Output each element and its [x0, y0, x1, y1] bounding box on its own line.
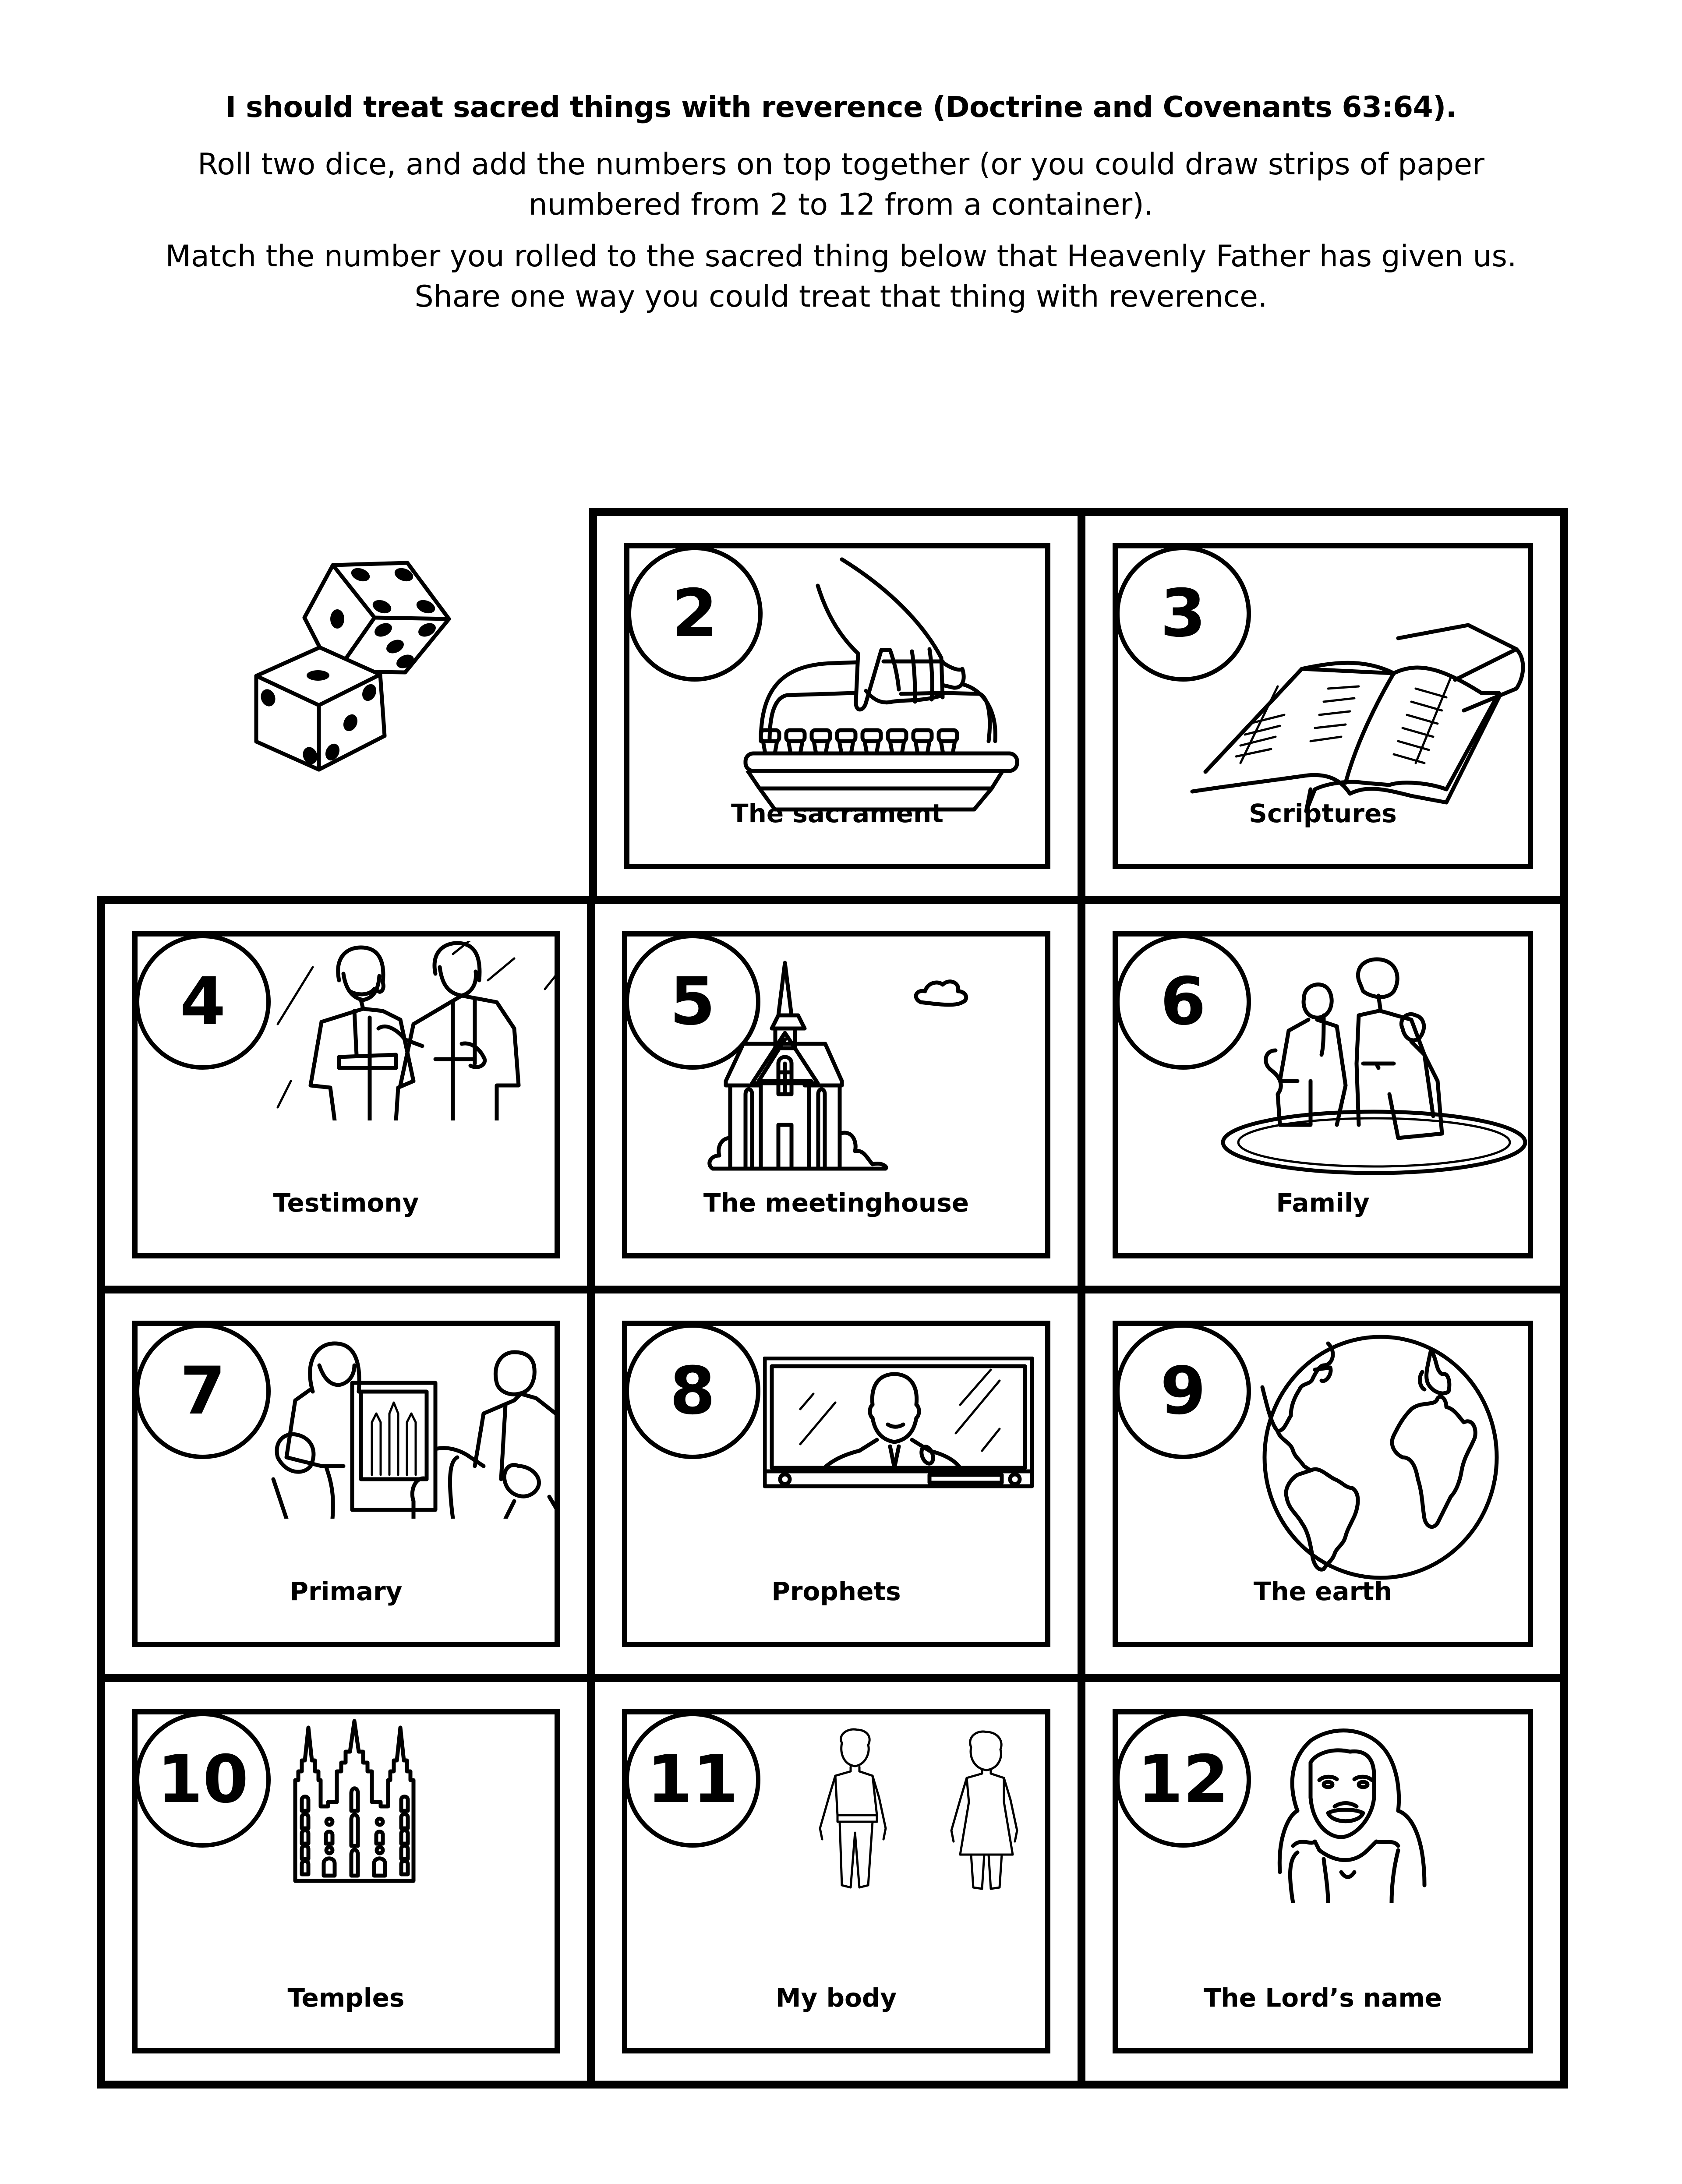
grid-cell-3 [1078, 508, 1568, 904]
card-earth[interactable] [1113, 1321, 1533, 1647]
prophet-on-tv-icon [763, 1357, 1039, 1497]
instruction-line: Match the number you rolled to the sacred thing below that Heavenly Father has given us. [165, 239, 1517, 274]
card-label: The earth [1253, 1576, 1392, 1606]
instruction-match [0, 237, 1682, 317]
number-badge: 4 [135, 934, 271, 1070]
globe-icon [1249, 1330, 1512, 1584]
card-lords-name[interactable] [1113, 1709, 1533, 2053]
card-label: Testimony [273, 1188, 419, 1218]
primary-class-icon [269, 1335, 560, 1519]
grid-cell-5 [587, 896, 1085, 1293]
card-label: The sacrament [731, 799, 943, 828]
grid-cell-9 [1078, 1286, 1568, 1682]
number-badge: 10 [135, 1712, 271, 1848]
grid-cell-4 [97, 896, 595, 1293]
grid-cell-2 [589, 508, 1085, 904]
card-my-body[interactable] [622, 1709, 1050, 2053]
two-dice-icon [232, 541, 469, 821]
number-badge: 8 [625, 1323, 760, 1459]
card-label: The Lord’s name [1203, 1983, 1442, 2013]
card-testimony[interactable] [132, 931, 560, 1258]
jesus-portrait-icon [1223, 1728, 1512, 1903]
family-praying-icon [1205, 950, 1533, 1177]
front-die [256, 647, 385, 770]
number-badge: 2 [627, 546, 763, 682]
grid-cell-8 [587, 1286, 1085, 1682]
instruction-line: Roll two dice, and add the numbers on top together (or you could draw strips of paper [198, 147, 1484, 182]
grid-cell-6 [1078, 896, 1568, 1293]
card-scriptures[interactable] [1113, 543, 1533, 869]
card-sacrament[interactable] [624, 543, 1050, 869]
card-label: Family [1276, 1188, 1370, 1218]
card-family[interactable] [1113, 931, 1533, 1258]
number-badge: 7 [135, 1323, 271, 1459]
heavenly-father-and-jesus-icon [269, 941, 560, 1120]
grid-cell-11 [587, 1674, 1085, 2089]
grid-cell-7 [97, 1286, 595, 1682]
card-label: Primary [290, 1576, 403, 1606]
grid-cell-12 [1078, 1674, 1568, 2089]
boy-and-girl-icon [802, 1728, 1048, 1903]
number-badge: 5 [625, 934, 760, 1070]
card-meetinghouse[interactable] [622, 931, 1050, 1258]
card-temples[interactable] [132, 1709, 560, 2053]
card-label: Scriptures [1249, 799, 1397, 828]
instruction-line: Share one way you could treat that thing with reverence. [414, 279, 1268, 314]
girl [951, 1732, 1017, 1889]
card-label: Temples [287, 1983, 405, 2013]
instruction-line: numbered from 2 to 12 from a container). [528, 187, 1154, 222]
card-label: The meetinghouse [703, 1188, 969, 1218]
card-prophets[interactable] [622, 1321, 1050, 1647]
temple-icon [286, 1719, 444, 1885]
boy [820, 1729, 886, 1887]
number-badge: 6 [1115, 934, 1251, 1070]
card-label: Prophets [771, 1576, 901, 1606]
sacrament-tray-icon [717, 548, 1050, 776]
number-badge: 9 [1115, 1323, 1251, 1459]
page-title: I should treat sacred things with reverence (Doctrine and Covenants 63:64). [225, 90, 1457, 124]
card-label: My body [775, 1983, 897, 2013]
card-primary[interactable] [132, 1321, 560, 1647]
number-badge: 11 [625, 1712, 760, 1848]
number-badge: 3 [1115, 546, 1251, 682]
instruction-roll-dice [0, 145, 1682, 225]
grid-cell-10 [97, 1674, 595, 2089]
number-badge: 12 [1115, 1712, 1251, 1848]
